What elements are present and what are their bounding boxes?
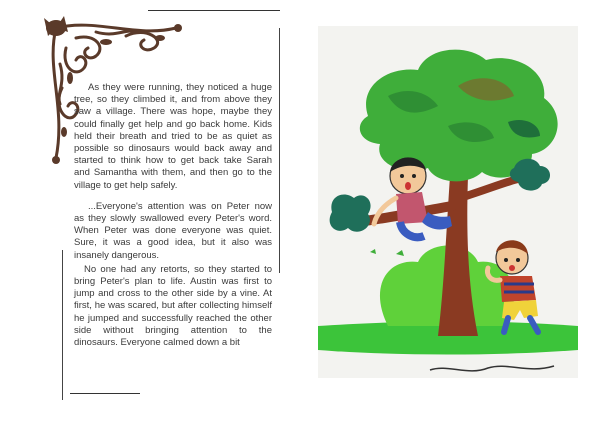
story-paragraph: ...Everyone's attention was on Peter now as they slowly swallowed every Peter's word. When Peter was done everyone was quiet. Sure, it was a good idea, but it also was insanely dangerous. (74, 200, 272, 261)
right-rule (279, 28, 280, 273)
left-rule (62, 250, 63, 400)
top-rule (148, 10, 280, 11)
children-in-tree-drawing-icon (318, 26, 578, 378)
story-paragraph: No one had any retorts, so they started to bring Peter's plan to life. Austin was first to jump and cross to the other side by a vine. At first, he was scared, but after collecting himself he jumped and successfully reached the other side without bringing attention to the dinosaurs. Everyone calmed down a bit (74, 263, 272, 349)
story-paragraph: As they were running, they noticed a huge tree, so they climbed it, and from above they saw a village. There was hope, maybe they could finally get help and go back home. Kids held their breath and tried to be as quiet as possible so dinosaurs would back away and started to think how to get back take Sarah and Samantha with them, and then go to the village to get help safely. (74, 82, 272, 191)
story-text (74, 82, 272, 358)
illustration (318, 26, 578, 378)
bottom-rule (70, 393, 140, 394)
